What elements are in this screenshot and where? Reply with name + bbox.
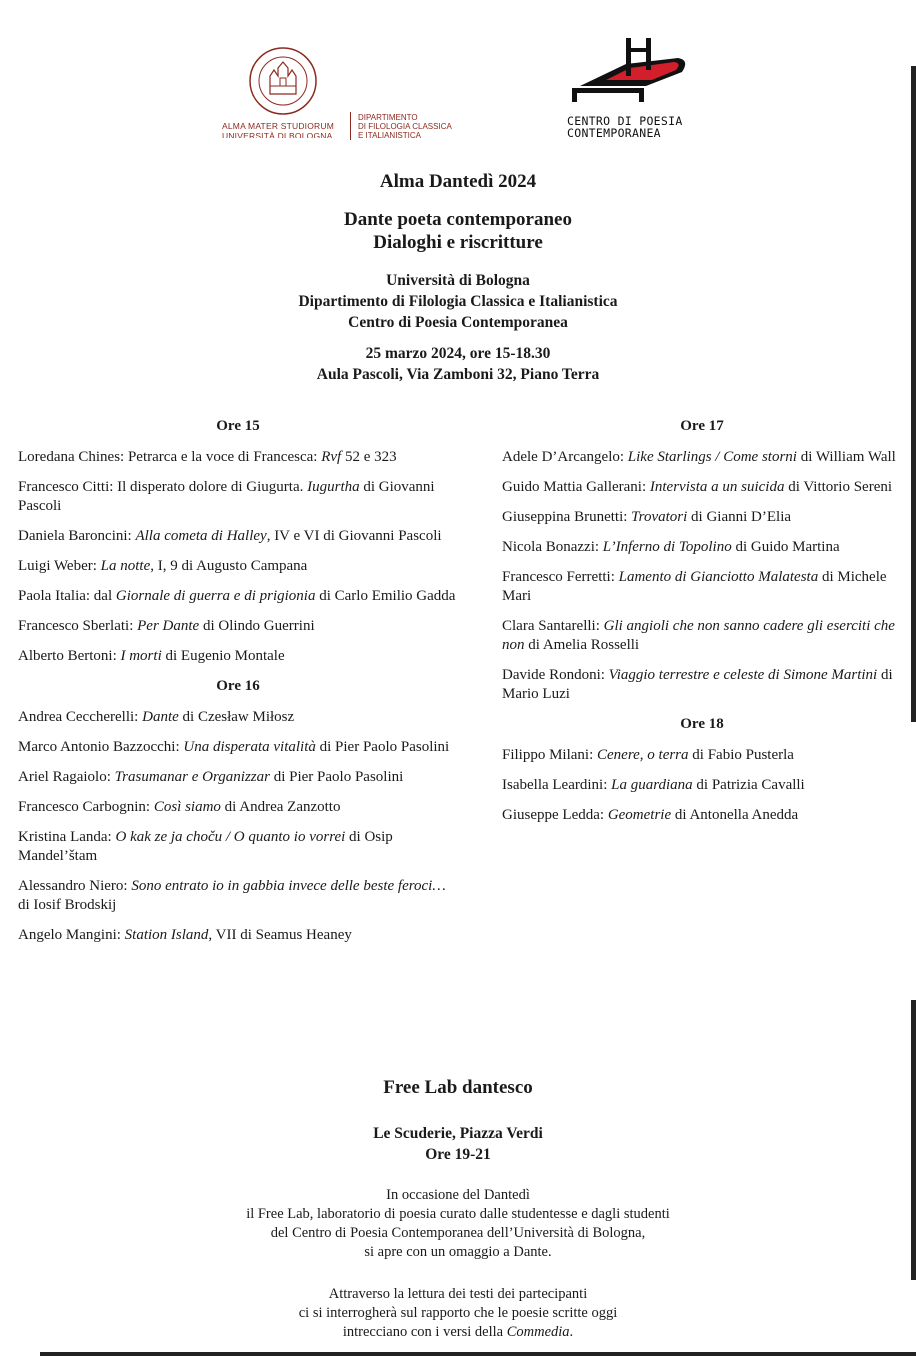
session-15-list (18, 448, 458, 666)
hour-heading-15: Ore 15 (216, 418, 260, 434)
para2-line1: Attraverso la lettura dei testi dei partecipanti (328, 1286, 588, 1302)
entry-author-text: di Patrizia Cavalli (692, 777, 805, 793)
entry-author-text: di Czesław Miłosz (178, 709, 295, 725)
entry-work-title: La notte (100, 558, 151, 574)
entry-speaker-text: Alberto Bertoni: (18, 648, 121, 664)
subtitle-line2: Dialoghi e riscritture (373, 232, 543, 253)
entry-speaker-text: Angelo Mangini: (18, 927, 125, 943)
entry-author-text: , IV e VI di Giovanni Pascoli (266, 528, 442, 544)
entry-speaker-text: Alessandro Niero: (18, 878, 132, 894)
entry-speaker-text: Francesco Citti: Il disperato dolore di Giugurta. (18, 479, 308, 495)
program-entry (502, 448, 902, 467)
entry-work-title: Station Island (124, 927, 209, 943)
session-18-list (502, 746, 902, 825)
hour-heading-16: Ore 16 (216, 678, 260, 694)
entry-work-title: Trovatori (631, 509, 688, 525)
entry-speaker-text: Marco Antonio Bazzocchi: (18, 739, 184, 755)
program-entry (502, 746, 902, 765)
free-lab-time: Ore 19-21 (425, 1146, 491, 1163)
para2-line3 (0, 1323, 916, 1342)
program-entry (502, 666, 902, 704)
program-entry (18, 708, 458, 727)
para1-line4: si apre con un omaggio a Dante. (364, 1244, 552, 1260)
entry-speaker-text: Daniela Baroncini: (18, 528, 136, 544)
program-right-column (502, 417, 902, 836)
cpc-line1: CENTRO DI POESIA (567, 114, 683, 128)
program-entry (18, 557, 458, 576)
dept-line1: DIPARTIMENTO (358, 113, 418, 122)
entry-speaker-text: Paola Italia: dal (18, 588, 116, 604)
entry-work-title: Per Dante (137, 618, 200, 634)
entry-author-text: di Eugenio Montale (161, 648, 285, 664)
program-entry (502, 508, 902, 527)
entry-author-text: di Olindo Guerrini (199, 618, 315, 634)
entry-author-text: di Amelia Rosselli (524, 637, 640, 653)
entry-work-title: O kak ze ja choču / O quanto io vorrei (115, 829, 346, 845)
entry-work-title: Cenere, o terra (597, 747, 689, 763)
entry-work-title: Iugurtha (307, 479, 360, 495)
session-16-list (18, 708, 458, 945)
entry-author-text: di Gianni D’Elia (687, 509, 792, 525)
event-venue: Aula Pascoli, Via Zamboni 32, Piano Terra (316, 366, 600, 383)
entry-work-title: I morti (120, 648, 162, 664)
entry-speaker-text: Loredana Chines: Petrarca e la voce di Francesca: (18, 449, 322, 465)
event-title: Alma Dantedì 2024 (379, 171, 537, 192)
para1-line1: In occasione del Dantedì (386, 1187, 530, 1203)
entry-work-title: Lamento di Gianciotto Malatesta (618, 569, 819, 585)
program-entry (18, 877, 458, 915)
entry-author-text: di Iosif Brodskij (18, 897, 117, 913)
session-17-list (502, 448, 902, 704)
entry-speaker-text: Clara Santarelli: (502, 618, 604, 634)
entry-author-text: di Pier Paolo Pasolini (269, 769, 404, 785)
entry-work-title: Trasumanar e Organizzar (114, 769, 270, 785)
entry-speaker-text: Luigi Weber: (18, 558, 101, 574)
entry-author-text: di Fabio Pusterla (688, 747, 794, 763)
free-lab-place: Le Scuderie, Piazza Verdi (373, 1125, 543, 1142)
unibo-seal-icon (248, 46, 318, 116)
entry-speaker-text: Giuseppina Brunetti: (502, 509, 632, 525)
entry-author-text: di Giovanni Pascoli (18, 479, 435, 514)
program-entry (18, 527, 458, 546)
program-entry (18, 647, 458, 666)
entry-work-title: L’Inferno di Topolino (602, 539, 732, 555)
program-entry (18, 617, 458, 636)
bottom-edge-bar (40, 1352, 916, 1356)
entry-work-title: Sono entrato io in gabbia invece delle beste feroci… (131, 878, 446, 894)
program-entry (502, 568, 902, 606)
program-entry (18, 798, 458, 817)
program-entry (502, 806, 902, 825)
para2-line2: ci si interrogherà sul rapporto che le poesie scritte oggi (298, 1305, 618, 1321)
free-lab-paragraph-2 (0, 1285, 916, 1342)
subtitle-line1: Dante poeta contemporaneo (344, 209, 572, 230)
entry-speaker-text: Nicola Bonazzi: (502, 539, 603, 555)
entry-author-text: di William Wall (796, 449, 896, 465)
entry-work-title: Intervista a un suicida (649, 479, 785, 495)
organizer-1: Università di Bologna (386, 272, 530, 289)
entry-author-text: di Antonella Anedda (671, 807, 799, 823)
program-entry (18, 768, 458, 787)
entry-speaker-text: Kristina Landa: (18, 829, 116, 845)
entry-work-title: Dante (142, 709, 179, 725)
entry-work-title: La guardiana (611, 777, 693, 793)
para1-line3: del Centro di Poesia Contemporanea dell’Università di Bologna, (270, 1225, 646, 1241)
entry-speaker-text: Ariel Ragaiolo: (18, 769, 115, 785)
program-entry (18, 926, 458, 945)
hour-heading-18: Ore 18 (680, 716, 724, 732)
entry-work-title: Giornale di guerra e di prigionia (115, 588, 316, 604)
entry-speaker-text: Francesco Carbognin: (18, 799, 154, 815)
para2-line3-italic: Commedia (506, 1324, 570, 1340)
entry-author-text: di Michele Mari (502, 569, 887, 604)
program-entry (18, 587, 458, 606)
entry-work-title: Così siamo (153, 799, 221, 815)
cpc-name (567, 115, 683, 139)
unibo-name-line2: UNIVERSITÀ DI BOLOGNA (222, 131, 333, 138)
entry-author-text: di Osip Mandel’štam (18, 829, 393, 864)
program-entry (18, 478, 458, 516)
program-entry (502, 538, 902, 557)
entry-speaker-text: Andrea Ceccherelli: (18, 709, 143, 725)
program-entry (18, 738, 458, 757)
entry-author-text: di Mario Luzi (502, 667, 893, 702)
entry-author-text: 52 e 323 (341, 449, 397, 465)
para2-line3-pre: intrecciano con i versi della (342, 1324, 507, 1340)
entry-speaker-text: Filippo Milani: (502, 747, 598, 763)
para1-line2: il Free Lab, laboratorio di poesia curato dalle studentesse e dagli studenti (246, 1206, 670, 1222)
entry-author-text: di Pier Paolo Pasolini (315, 739, 450, 755)
organizer-2: Dipartimento di Filologia Classica e Italianistica (298, 293, 618, 310)
right-edge-bar-top (911, 66, 916, 722)
entry-author-text: , I, 9 di Augusto Campana (150, 558, 308, 574)
entry-work-title: Alla cometa di Halley (135, 528, 267, 544)
program-entry (18, 448, 458, 467)
para2-line3-post: . (569, 1324, 574, 1340)
cpc-line2: CONTEMPORANEA (567, 126, 661, 140)
event-date: 25 marzo 2024, ore 15-18.30 (365, 345, 551, 362)
dept-line3: E ITALIANISTICA (358, 131, 421, 138)
program-entry (18, 828, 458, 866)
entry-speaker-text: Giuseppe Ledda: (502, 807, 608, 823)
entry-work-title: Gli angioli che non sanno cadere gli eserciti che non (502, 618, 895, 653)
organizers (0, 270, 916, 333)
dept-name (358, 113, 452, 138)
entry-work-title: Rvf (321, 449, 342, 465)
program-entry (502, 478, 902, 497)
cpc-logo-icon (566, 36, 688, 108)
free-lab-info (0, 1123, 916, 1165)
entry-speaker-text: Adele D’Arcangelo: (502, 449, 628, 465)
date-place (0, 343, 916, 385)
entry-speaker-text: Guido Mattia Gallerani: (502, 479, 650, 495)
free-lab-title: Free Lab dantesco (383, 1077, 533, 1098)
entry-author-text: di Guido Martina (731, 539, 840, 555)
entry-author-text: di Carlo Emilio Gadda (315, 588, 456, 604)
hour-heading-17: Ore 17 (680, 418, 724, 434)
entry-author-text: di Vittorio Sereni (784, 479, 893, 495)
organizer-3: Centro di Poesia Contemporanea (348, 314, 568, 331)
right-edge-bar-bottom (911, 1000, 916, 1280)
program-left-column (18, 417, 458, 956)
unibo-name-line1: ALMA MATER STUDIORUM (222, 121, 334, 131)
entry-speaker-text: Francesco Sberlati: (18, 618, 138, 634)
dept-line2: DI FILOLOGIA CLASSICA (358, 122, 452, 131)
event-subtitle (0, 208, 916, 254)
entry-speaker-text: Davide Rondoni: (502, 667, 609, 683)
entry-work-title: Viaggio terrestre e celeste di Simone Martini (608, 667, 878, 683)
entry-work-title: Geometrie (607, 807, 672, 823)
entry-speaker-text: Isabella Leardini: (502, 777, 612, 793)
entry-author-text: di Andrea Zanzotto (220, 799, 341, 815)
logo-divider (350, 112, 351, 140)
program-entry (502, 776, 902, 795)
free-lab-paragraph-1 (0, 1186, 916, 1262)
entry-work-title: Like Starlings / Come storni (627, 449, 797, 465)
entry-speaker-text: Francesco Ferretti: (502, 569, 619, 585)
entry-work-title: Una disperata vitalità (183, 739, 316, 755)
program-entry (502, 617, 902, 655)
entry-author-text: , VII di Seamus Heaney (208, 927, 352, 943)
